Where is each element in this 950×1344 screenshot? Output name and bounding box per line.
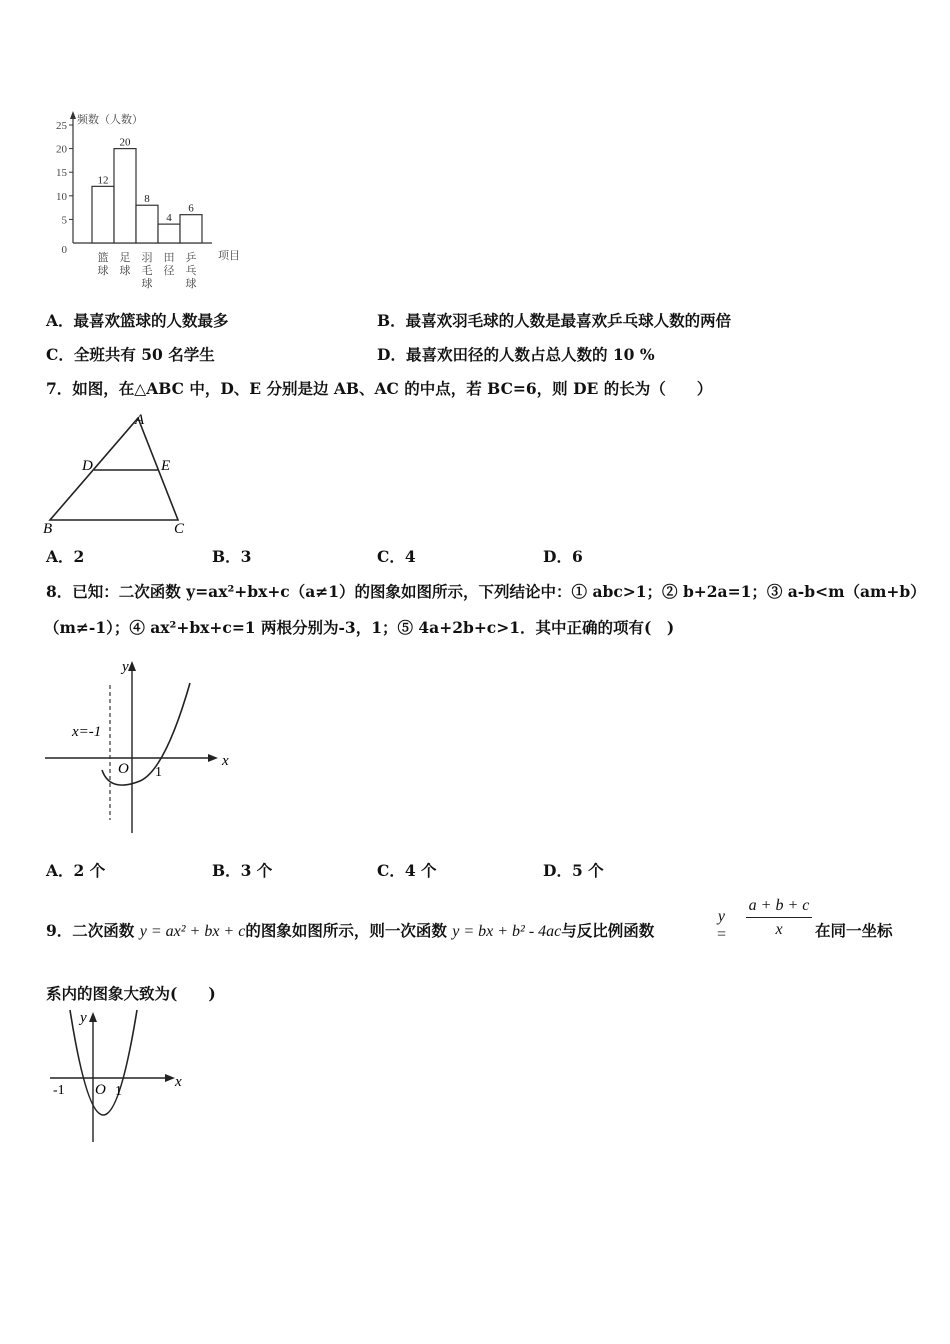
- parabola-figure-q8: [40, 655, 240, 840]
- category-label-char: 球: [141, 278, 153, 290]
- label-a: A: [135, 412, 145, 428]
- q6-option-b: B．最喜欢羽毛球的人数是最喜欢乒乓球人数的两倍: [377, 311, 732, 330]
- category-label-char: 乒: [185, 252, 197, 264]
- label-x: x: [175, 1074, 182, 1090]
- q8-option-d: D．5 个: [543, 861, 604, 880]
- bar-value-label: 8: [144, 193, 150, 206]
- bar-value-label: 20: [119, 136, 131, 149]
- q8-stem-line1: 8．已知：二次函数 y=ax²+bx+c（a≠1）的图象如图所示，下列结论中：① abc>1；② b+2a=1；③ a-b<m（am+b）: [46, 582, 926, 601]
- q9-stem-line1: 9．二次函数 y = ax² + bx + c的图象如图所示，则一次函数 y = bx + b² - 4ac与反比例函数: [46, 921, 655, 940]
- category-label-char: 乓: [185, 265, 197, 277]
- x-axis-arrow: [165, 1074, 175, 1082]
- q9-linear-formula: y = bx + b² - 4ac: [452, 923, 562, 940]
- bar-value-label: 4: [166, 212, 172, 225]
- label-b: B: [43, 521, 53, 536]
- category-label-char: 毛: [141, 265, 153, 277]
- category-label-char: 球: [97, 265, 109, 277]
- parabola-figure-q9: [45, 1008, 195, 1148]
- bar-value-label: 12: [97, 174, 109, 187]
- label-neg-one: -1: [53, 1083, 65, 1098]
- label-axis-line: x=-1: [72, 724, 102, 740]
- category-label-char: 径: [163, 265, 175, 277]
- y-tick-label: 15: [56, 167, 67, 180]
- q8-stem-line2: （m≠-1）；④ ax²+bx+c=1 两根分别为-3，1；⑤ 4a+2b+c>1．其中正确的项有( ): [44, 618, 675, 637]
- q6-option-a: A．最喜欢篮球的人数最多: [46, 311, 229, 330]
- q9-quadratic-formula: y = ax² + bx + c: [139, 923, 246, 940]
- category-label-char: 田: [163, 252, 175, 264]
- bar: [158, 224, 180, 243]
- x-axis-arrow: [208, 754, 218, 762]
- label-c: C: [174, 521, 185, 536]
- q7-option-d: D．6: [543, 547, 583, 566]
- q7-stem: 7．如图，在△ABC 中，D、E 分别是边 AB、AC 的中点，若 BC=6，则 DE 的长为（ ）: [46, 379, 713, 398]
- y-axis-arrow: [70, 111, 76, 119]
- q8-option-a: A．2 个: [46, 861, 106, 880]
- label-origin: O: [118, 761, 129, 777]
- y-axis-arrow: [89, 1012, 97, 1022]
- triangle-abc: [50, 418, 178, 520]
- bar: [180, 215, 202, 243]
- bar: [92, 186, 114, 243]
- category-label-char: 球: [119, 265, 131, 277]
- bar-value-label: 6: [188, 202, 194, 215]
- q8-option-b: B．3 个: [212, 861, 273, 880]
- label-one: 1: [155, 765, 162, 780]
- category-label-char: 球: [185, 278, 197, 290]
- y-tick-label: 5: [61, 214, 67, 227]
- triangle-figure: [40, 408, 200, 536]
- category-label-char: 羽: [141, 252, 153, 264]
- parabola-curve: [102, 683, 190, 785]
- label-y: y: [122, 659, 129, 675]
- q8-option-c: C．4 个: [377, 861, 437, 880]
- category-label-char: 篮: [97, 252, 109, 264]
- y-tick-label: 0: [61, 244, 67, 256]
- label-origin: O: [95, 1082, 106, 1098]
- x-axis-label: 项目: [218, 250, 240, 262]
- label-e: E: [161, 458, 171, 474]
- q6-option-d: D．最喜欢田径的人数占总人数的 10 %: [377, 345, 655, 364]
- q7-option-b: B．3: [212, 547, 252, 566]
- q7-option-c: C．4: [377, 547, 416, 566]
- y-tick-label: 20: [56, 143, 67, 156]
- bar: [136, 205, 158, 243]
- q9-stem-tail: 在同一坐标: [815, 921, 893, 940]
- bar: [114, 149, 136, 243]
- y-tick-label: 10: [56, 190, 67, 203]
- label-d: D: [82, 458, 93, 474]
- label-y: y: [80, 1010, 87, 1026]
- bar-chart: [40, 105, 260, 300]
- category-label-char: 足: [119, 252, 131, 264]
- y-tick-label: 25: [56, 120, 67, 132]
- q7-option-a: A．2: [46, 547, 85, 566]
- label-x: x: [222, 753, 229, 769]
- label-one: 1: [115, 1084, 122, 1099]
- y-axis-arrow: [128, 661, 136, 671]
- q6-option-c: C．全班共有 50 名学生: [46, 345, 215, 364]
- q9-stem-line2: 系内的图象大致为( ): [46, 984, 216, 1003]
- y-axis-label: 频数（人数）: [77, 114, 143, 126]
